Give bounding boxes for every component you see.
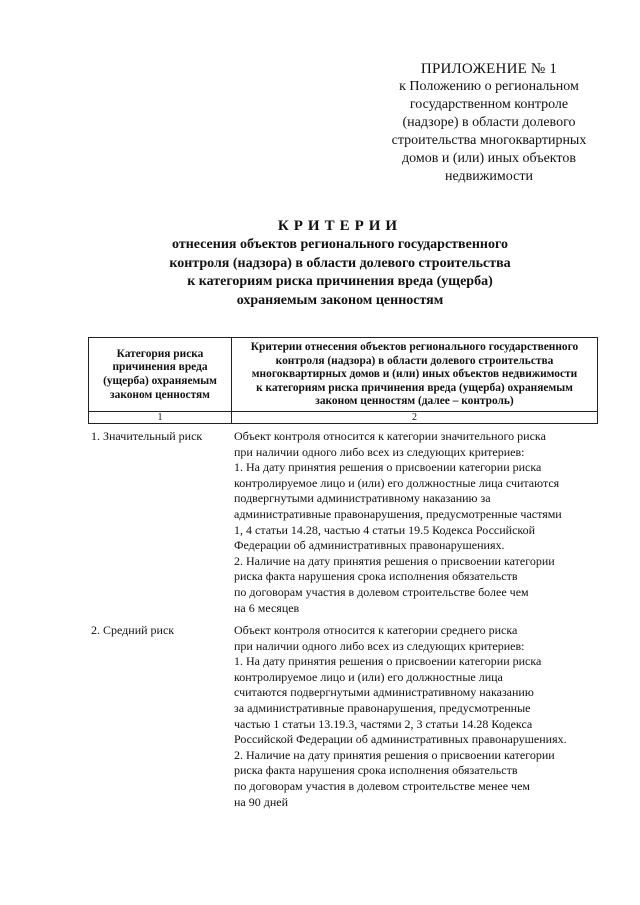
- criteria-line: при наличии одного либо всех из следующих критериев:: [234, 638, 525, 653]
- criteria-subtitle-line: отнесения объектов регионального государственного: [172, 237, 508, 252]
- appendix-line: к Положению о региональном: [399, 79, 579, 94]
- column-header-category: [89, 338, 232, 412]
- criteria-line: за административные правонарушения, предусмотренные: [234, 700, 531, 715]
- appendix-block: [382, 60, 596, 186]
- appendix-line: недвижимости: [445, 169, 533, 184]
- column-number-row: [89, 411, 598, 423]
- criteria-line: считаются подвергнутыми административному наказанию: [234, 685, 534, 700]
- column-header-criteria: [232, 338, 598, 412]
- header-line: к категориям риска причинения вреда (ущерба) охраняемым: [256, 381, 573, 394]
- header-line: законом ценностям (далее – контроль): [315, 395, 514, 408]
- criteria-line: контролируемое лицо и (или) его должностные лица считаются: [234, 475, 560, 490]
- risk-category: 2. Средний риск: [91, 623, 175, 637]
- criteria-line: Федерации об административных правонарушениях.: [234, 538, 505, 553]
- appendix-line: домов и (или) иных объектов: [402, 151, 576, 166]
- header-line: многоквартирных домов и (или) иных объектов недвижимости: [251, 368, 578, 381]
- column-number: 1: [89, 411, 232, 423]
- header-line: законом ценностям: [110, 388, 210, 401]
- appendix-line: строительства многоквартирных: [391, 133, 587, 148]
- criteria-line: на 90 дней: [234, 794, 289, 809]
- criteria-subtitle-line: контроля (надзора) в области долевого строительства: [169, 255, 511, 271]
- criteria-line: по договорам участия в долевом строительстве более чем: [234, 584, 529, 599]
- header-line: (ущерба) охраняемым: [103, 374, 217, 387]
- criteria-heading: [120, 216, 560, 310]
- criteria-line: Российской Федерации об административных правонарушениях.: [234, 732, 567, 747]
- column-number: 2: [232, 411, 598, 423]
- criteria-line: административные правонарушения, предусмотренные частями: [234, 506, 562, 521]
- appendix-line: государственном контроле: [409, 97, 569, 112]
- header-line: контроля (надзора) в области долевого строительства: [275, 354, 554, 367]
- header-row: [89, 338, 598, 412]
- criteria-line: 2. Наличие на дату принятия решения о присвоении категории: [234, 553, 555, 568]
- criteria-line: 1. На дату принятия решения о присвоении категории риска: [234, 654, 542, 669]
- criteria-line: Объект контроля относится к категории значительного риска: [234, 429, 546, 443]
- criteria-line: риска факта нарушения срока исполнения обязательств: [234, 763, 518, 778]
- header-line: причинения вреда: [112, 361, 208, 374]
- criteria-subtitle-line: охраняемым законом ценностям: [236, 292, 444, 308]
- criteria-line: 1, 4 статьи 14.28, частью 4 статьи 19.5 Кодекса Российской: [234, 522, 536, 537]
- appendix-line: (надзоре) в области долевого: [402, 115, 576, 130]
- criteria-line: риска факта нарушения срока исполнения обязательств: [234, 569, 518, 584]
- criteria-line: на 6 месяцев: [234, 600, 300, 615]
- criteria-table-header: [88, 337, 598, 424]
- criteria-line: 2. Наличие на дату принятия решения о присвоении категории: [234, 747, 555, 762]
- header-line: Критерии отнесения объектов регионального государственного: [250, 341, 579, 353]
- criteria-line: Объект контроля относится к категории среднего риска: [234, 623, 518, 637]
- risk-criteria-text: [234, 429, 604, 616]
- risk-criteria-text: [234, 623, 604, 810]
- criteria-line: контролируемое лицо и (или) его должностные лица: [234, 669, 503, 684]
- criteria-line: при наличии одного либо всех из следующих критериев:: [234, 444, 525, 459]
- criteria-title: КРИТЕРИИ: [277, 218, 403, 234]
- criteria-line: частью 1 статьи 13.19.3, частями 2, 3 статьи 14.28 Кодекса: [234, 716, 533, 731]
- appendix-title: ПРИЛОЖЕНИЕ № 1: [420, 61, 558, 77]
- risk-category: 1. Значительный риск: [91, 429, 203, 443]
- criteria-line: подвергнутыми административному наказанию за: [234, 491, 491, 506]
- criteria-subtitle-line: к категориям риска причинения вреда (ущерба): [187, 274, 493, 289]
- criteria-line: 1. На дату принятия решения о присвоении категории риска: [234, 460, 542, 475]
- header-line: Категория риска: [116, 347, 204, 360]
- criteria-line: по договорам участия в долевом строительстве менее чем: [234, 778, 531, 793]
